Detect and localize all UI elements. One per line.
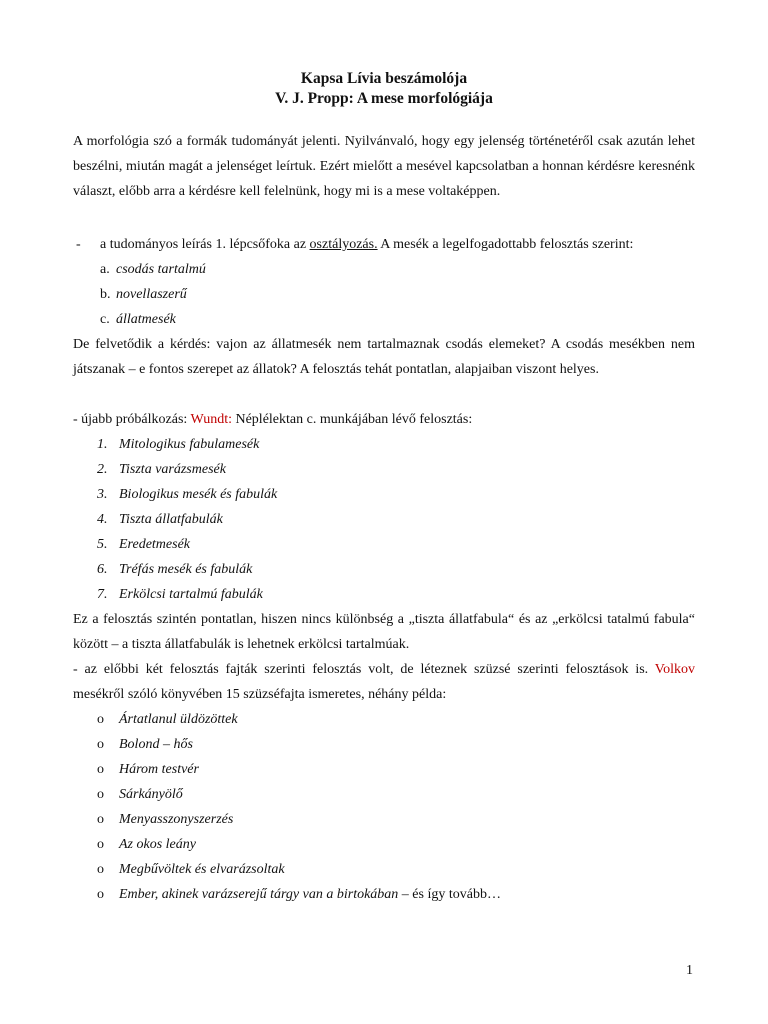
bullet-marker: o [97, 712, 104, 727]
list-item: Tiszta varázsmesék [119, 462, 226, 477]
wundt-line [73, 407, 472, 432]
list-marker: 5. [97, 537, 108, 552]
bullet-marker: o [97, 837, 104, 852]
list-item: Mitologikus fabulamesék [119, 437, 260, 452]
list-item: Erkölcsi tartalmú fabulák [119, 587, 263, 602]
last-item-italic: Ember, akinek varázserejű tárgy van a birtokában [119, 887, 399, 902]
volkov-name: Volkov [654, 662, 695, 677]
wundt-prefix: - újabb próbálkozás: [73, 412, 191, 427]
classification-line [100, 232, 633, 257]
list-item: novellaszerű [116, 287, 187, 302]
question-paragraph: De felvetődik a kérdés: vajon az állatmesék nem tartalmaznak csodás elemeket? A csodás mesékben nem játszanak – e fontos szerepet az állatok? A felosztás tehát pontatlan, alapjaiban viszont helyes. [73, 337, 695, 377]
wundt-suffix: Néplélektan c. munkájában lévő felosztás: [231, 412, 473, 427]
classification-text: a tudományos leírás 1. lépcsőfoka az [100, 237, 310, 252]
list-marker: 3. [97, 487, 108, 502]
document-subtitle: V. J. Propp: A mese morfológiája [275, 90, 493, 107]
list-item: Eredetmesék [119, 537, 190, 552]
list-item: Tiszta állatfabulák [119, 512, 223, 527]
document-page [73, 0, 695, 1024]
list-item: Megbűvöltek és elvarázsoltak [119, 862, 285, 877]
volkov-intro: - az előbbi két felosztás fajták szerinti felosztás volt, de léteznek szüzsé szerinti felosztások is. [73, 662, 649, 677]
bullet-marker: o [97, 787, 104, 802]
list-item: Tréfás mesék és fabulák [119, 562, 253, 577]
list-marker: 6. [97, 562, 108, 577]
list-item: Ártatlanul üldözöttek [119, 712, 238, 727]
list-marker: b. [100, 287, 111, 302]
intro-paragraph: A morfológia szó a formák tudományát jelenti. Nyilvánvaló, hogy egy jelenség történetéről csak azután lehet beszélni, miután magát a jelenséget leírtuk. Ezért mielőtt a mesével kapcsolatban a honnan kérdésre keresnénk választ, előbb arra a kérdésre kell felelnünk, hogy mi is a mese voltaképpen. [73, 134, 695, 199]
bullet-marker: o [97, 737, 104, 752]
critique-paragraph: Ez a felosztás szintén pontatlan, hiszen nincs különbség a „tiszta állatfabula“ és az „erkölcsi tatalmú fabula“ között – a tiszta állatfabulák is lehetnek erkölcsi tartalmúak. [73, 612, 695, 652]
list-marker: a. [100, 262, 110, 277]
list-item: Menyasszonyszerzés [119, 812, 234, 827]
bullet-marker: o [97, 887, 104, 902]
list-marker: 1. [97, 437, 108, 452]
list-item: Három testvér [119, 762, 199, 777]
dash-marker: - [76, 237, 81, 252]
classification-text-after: A mesék a legelfogadottabb felosztás szerint: [377, 237, 634, 252]
volkov-rest: mesékről szóló könyvében 15 szüzséfajta ismeretes, néhány példa: [73, 687, 447, 702]
list-item: Bolond – hős [119, 737, 193, 752]
list-marker: 4. [97, 512, 108, 527]
osztalyozas-term: osztályozás. [309, 237, 378, 252]
bullet-marker: o [97, 762, 104, 777]
list-marker: 7. [97, 587, 108, 602]
list-item: Sárkányölő [119, 787, 183, 802]
list-item: csodás tartalmú [116, 262, 206, 277]
list-item [119, 882, 501, 907]
bullet-marker: o [97, 812, 104, 827]
document-title: Kapsa Lívia beszámolója [300, 70, 468, 87]
last-item-normal: – és így tovább… [398, 887, 501, 902]
volkov-paragraph [73, 657, 695, 707]
list-marker: 2. [97, 462, 108, 477]
list-marker: c. [100, 312, 110, 327]
wundt-name: Wundt: [190, 412, 232, 427]
list-item: állatmesék [116, 312, 176, 327]
list-item: Biologikus mesék és fabulák [119, 487, 278, 502]
bullet-marker: o [97, 862, 104, 877]
list-item: Az okos leány [119, 837, 196, 852]
page-number: 1 [686, 963, 693, 978]
